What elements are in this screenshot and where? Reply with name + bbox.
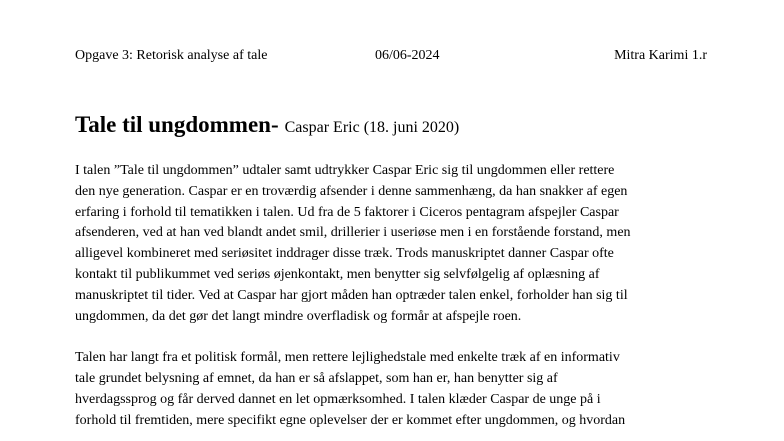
text-line: I talen ”Tale til ungdommen” udtaler samt udtrykker Caspar Eric sig til ungdommen eller rettere [75,163,615,178]
text-line: forhold til fremtiden, mere specifikt egne oplevelser der er kommet efter ungdommen, og hvordan [75,412,626,428]
paragraph [75,348,715,431]
text-line: hverdagssprog og får derved dannet en let opmærksomhed. I talen klæder Caspar de unge på i [75,391,601,407]
header-date: 06/06-2024 [375,48,440,63]
page-header [75,47,707,67]
title-main: Tale til ungdommen- [75,112,279,137]
paragraph [75,161,715,327]
text-line: Talen har langt fra et politisk formål, men rettere lejlighedstale med enkelte træk af en informativ [75,350,620,366]
text-line: tale grundet belysning af emnet, da han er så afslappet, som han er, han benytter sig af [75,370,558,386]
text-line: manuskriptet til tider. Ved at Caspar har gjort måden han optræder talen enkel, forholder han sig til [75,287,628,303]
header-assignment-title: Opgave 3: Retorisk analyse af tale [75,48,268,63]
text-line: ungdommen, da det gør det langt mindre overfladisk og formår at afspejle roen. [75,308,522,324]
text-line: kontakt til publikummet ved seriøs øjenkontakt, men benytter sig selvfølgelig af oplæsning af [75,266,600,282]
text-line: alligevel kombineret med seriøsitet inddrager disse træk. Trods manuskriptet danner Caspar ofte [75,246,614,262]
page-title [75,112,459,138]
body-text [75,161,715,431]
header-author: Mitra Karimi 1.r [614,48,707,63]
paragraph-spacing [75,327,715,348]
text-line: den nye generation. Caspar er en troværdig afsender i denne sammenhæng, da han snakker af egen [75,183,628,199]
text-line: afsenderen, ved at han ved blandt andet smil, drillerier i useriøse men i en forstående forstand, men [75,225,631,241]
title-subtitle: Caspar Eric (18. juni 2020) [284,119,460,136]
text-line: erfaring i forhold til tematikken i talen. Ud fra de 5 faktorer i Ciceros pentagram afspejler Caspar [75,204,619,220]
